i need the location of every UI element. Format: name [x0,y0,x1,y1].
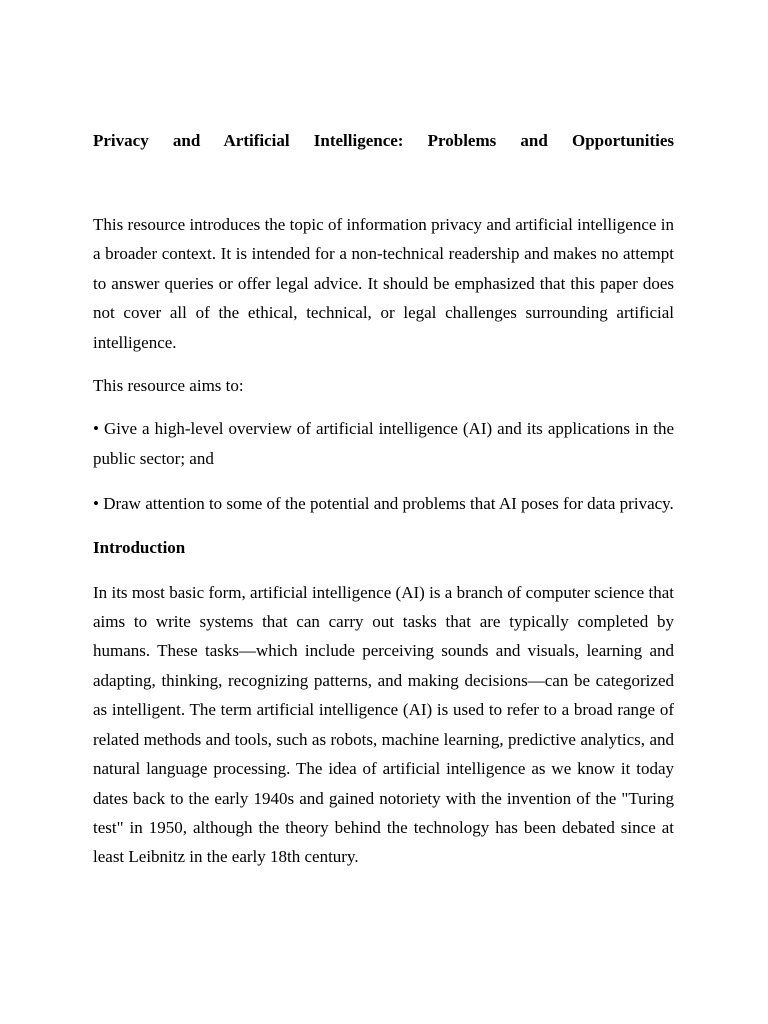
document-page [93,128,674,872]
aims-lead-paragraph: This resource aims to: [93,376,244,396]
document-title: Privacy and Artificial Intelligence: Problems and Opportunities [93,131,674,150]
section-heading-introduction: Introduction [93,537,186,557]
bullet-item-overview: • Give a high-level overview of artificial intelligence (AI) and its applications in the public sector; and [93,419,674,468]
bullet-item-privacy: • Draw attention to some of the potential and problems that AI poses for data privacy. [93,494,674,514]
introduction-body-paragraph: In its most basic form, artificial intelligence (AI) is a branch of computer science that aims to write systems that can carry out tasks that are typically completed by humans. These tasks—which include perceiving sounds and visuals, learning and adapting, thinking, recognizing patterns, and making decisions—can be categorized as intelligent. The term artificial intelligence (AI) is used to refer to a broad range of related methods and tools, such as robots, machine learning, predictive analytics, and natural language processing. The idea of artificial intelligence as we know it today dates back to the early 1940s and gained notoriety with the invention of the "Turing test" in 1950, although the theory behind the technology has been debated since at least Leibnitz in the early 18th century. [93,582,674,867]
intro-paragraph: This resource introduces the topic of information privacy and artificial intelligence in a broader context. It is intended for a non-technical readership and makes no attempt to answer queries or offer legal advice. It should be emphasized that this paper does not cover all of the ethical, technical, or legal challenges surrounding artificial intelligence. [93,215,674,352]
